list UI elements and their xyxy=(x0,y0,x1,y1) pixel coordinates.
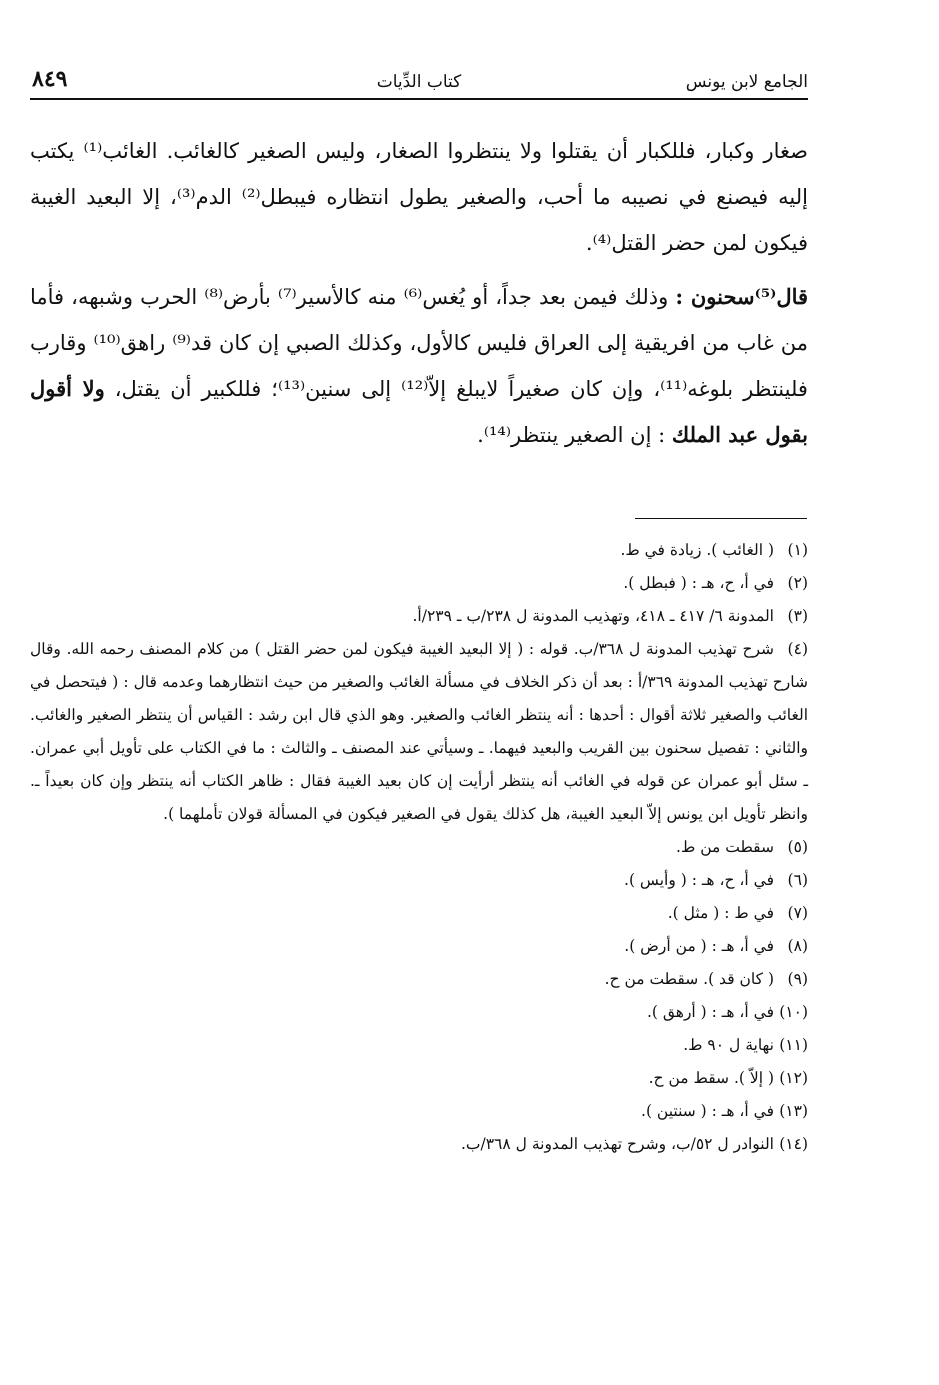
footnote-text: في أ، ح، هـ : ( فبطل ). xyxy=(623,574,774,592)
footnote xyxy=(30,600,808,633)
footnote-text: شرح تهذيب المدونة ل ٣٦٨/ب. قوله : ( إلا البعيد الغيبة فيكون لمن حضر القتل ) من كلام المصنف رحمه الله. وقال شارح تهذيب المدونة ٣٦٩/أ : بعد أن ذكر الخلاف في مسألة الغائب والصغير من حيث انتظارهما وعدمه قال : ( فيتحصل في الغائب والصغير ثلاثة أقوال : أحدها : أنه ينتظر الغائب والصغير. وهو الذي قال ابن رشد : القياس أن ينتظر الصغير والغائب. والثاني : تفصيل سحنون بين القريب والبعيد فيهما. ـ وسيأتي عند المصنف ـ والثالث : ما في الكتاب على تأويل أبي عمران. ـ سئل أبو عمران عن قوله في الغائب أنه ينتظر أرأيت إن كان بعيد الغيبة فقال : ظاهر الكتاب أنه ينتظر وإن كان بعيداً ـ. وانظر تأويل ابن يونس إلاّ البعيد الغيبة، هل كذلك يقول في الصغير فيكون في المسألة قولان تأملهما ). xyxy=(30,640,808,823)
footnote-text: في أ، هـ : ( سنتين ). xyxy=(641,1102,774,1120)
footnote xyxy=(30,996,808,1029)
footnote-number: (٣) xyxy=(787,607,808,625)
footnote xyxy=(30,1062,808,1095)
footnote-text: في أ، هـ : ( من أرض ). xyxy=(624,937,774,955)
footnote xyxy=(30,534,808,567)
footnote-number: (٦) xyxy=(787,871,808,889)
footnote xyxy=(30,1128,808,1161)
footnote-text: في أ، هـ : ( أرهق ). xyxy=(646,1003,774,1021)
paragraph-2 xyxy=(30,274,808,458)
footnote-number: (١٤) xyxy=(779,1135,808,1153)
footnote-text: في ط : ( مثل ). xyxy=(667,904,774,922)
header-rule xyxy=(30,98,808,100)
footnote-number: (١٠) xyxy=(779,1003,808,1021)
paragraph-2-bold: ولا أقول بقول عبد الملك xyxy=(30,376,808,447)
footnote-number: (٢) xyxy=(787,574,808,592)
footnote-number: (٤) xyxy=(787,640,808,658)
footnote-text: في أ، ح، هـ : ( وأيس ). xyxy=(624,871,774,889)
footnote xyxy=(30,930,808,963)
footnote xyxy=(30,1029,808,1062)
paragraph-2-text: وذلك فيمن بعد جداً، أو يُغس⁽⁶⁾ منه كالأسير⁽⁷⁾ بأرض⁽⁸⁾ الحرب وشبهه، فأما من غاب من افريقية إلى العراق فليس كالأول، وكذلك الصبي إن كان قد⁽⁹⁾ راهق⁽¹⁰⁾ وقارب فلينتظر بلوغه⁽¹¹⁾، وإن كان صغيراً لايبلغ إلاّ⁽¹²⁾ إلى سنين⁽¹³⁾؛ فللكبير أن يقتل، xyxy=(30,285,809,401)
footnote xyxy=(30,567,808,600)
footnote-number: (٨) xyxy=(787,937,808,955)
footnote-text: النوادر ل ٥٢/ب، وشرح تهذيب المدونة ل ٣٦٨/ب. xyxy=(460,1135,774,1153)
footnote-text: المدونة ٦/ ٤١٧ ـ ٤١٨، وتهذيب المدونة ل ٢٣٨/ب ـ ٢٣٩/أ. xyxy=(412,607,774,625)
footnote-text: سقطت من ط. xyxy=(676,838,774,856)
paragraph-2-tail: : إن الصغير ينتظر⁽¹⁴⁾. xyxy=(477,423,666,447)
main-text xyxy=(30,128,808,466)
footnote-number: (١١) xyxy=(779,1036,808,1054)
footnote-separator xyxy=(635,518,807,519)
footnotes xyxy=(30,534,808,1161)
footnote xyxy=(30,864,808,897)
book-title: الجامع لابن يونس xyxy=(685,72,808,92)
speaker-label: قال⁽⁵⁾سحنون : xyxy=(675,284,809,309)
footnote-number: (١) xyxy=(787,541,808,559)
footnote xyxy=(30,831,808,864)
footnote-number: (٩) xyxy=(787,970,808,988)
page-number: ٨٤٩ xyxy=(32,66,68,92)
footnote-number: (١٣) xyxy=(779,1102,808,1120)
footnote xyxy=(30,1095,808,1128)
footnote-text: ( إلاّ ). سقط من ح. xyxy=(648,1069,774,1087)
footnote xyxy=(30,897,808,930)
footnote-number: (٧) xyxy=(787,904,808,922)
running-header xyxy=(30,66,808,100)
footnote-number: (١٢) xyxy=(779,1069,808,1087)
footnote-text: ( كان قد ). سقطت من ح. xyxy=(604,970,774,988)
footnote xyxy=(30,963,808,996)
footnote-text: نهاية ل ٩٠ ط. xyxy=(683,1036,774,1054)
chapter-title: كتاب الدِّيات xyxy=(376,72,462,92)
footnote-number: (٥) xyxy=(787,838,808,856)
footnote-text: ( الغائب ). زيادة في ط. xyxy=(620,541,774,559)
footnote xyxy=(30,633,808,831)
paragraph-1: صغار وكبار، فللكبار أن يقتلوا ولا ينتظروا الصغار، وليس الصغير كالغائب. الغائب⁽¹⁾ يكتب إليه فيصنع في نصيبه ما أحب، والصغير يطول انتظاره فيبطل⁽²⁾ الدم⁽³⁾، إلا البعيد الغيبة فيكون لمن حضر القتل⁽⁴⁾. xyxy=(30,139,808,255)
